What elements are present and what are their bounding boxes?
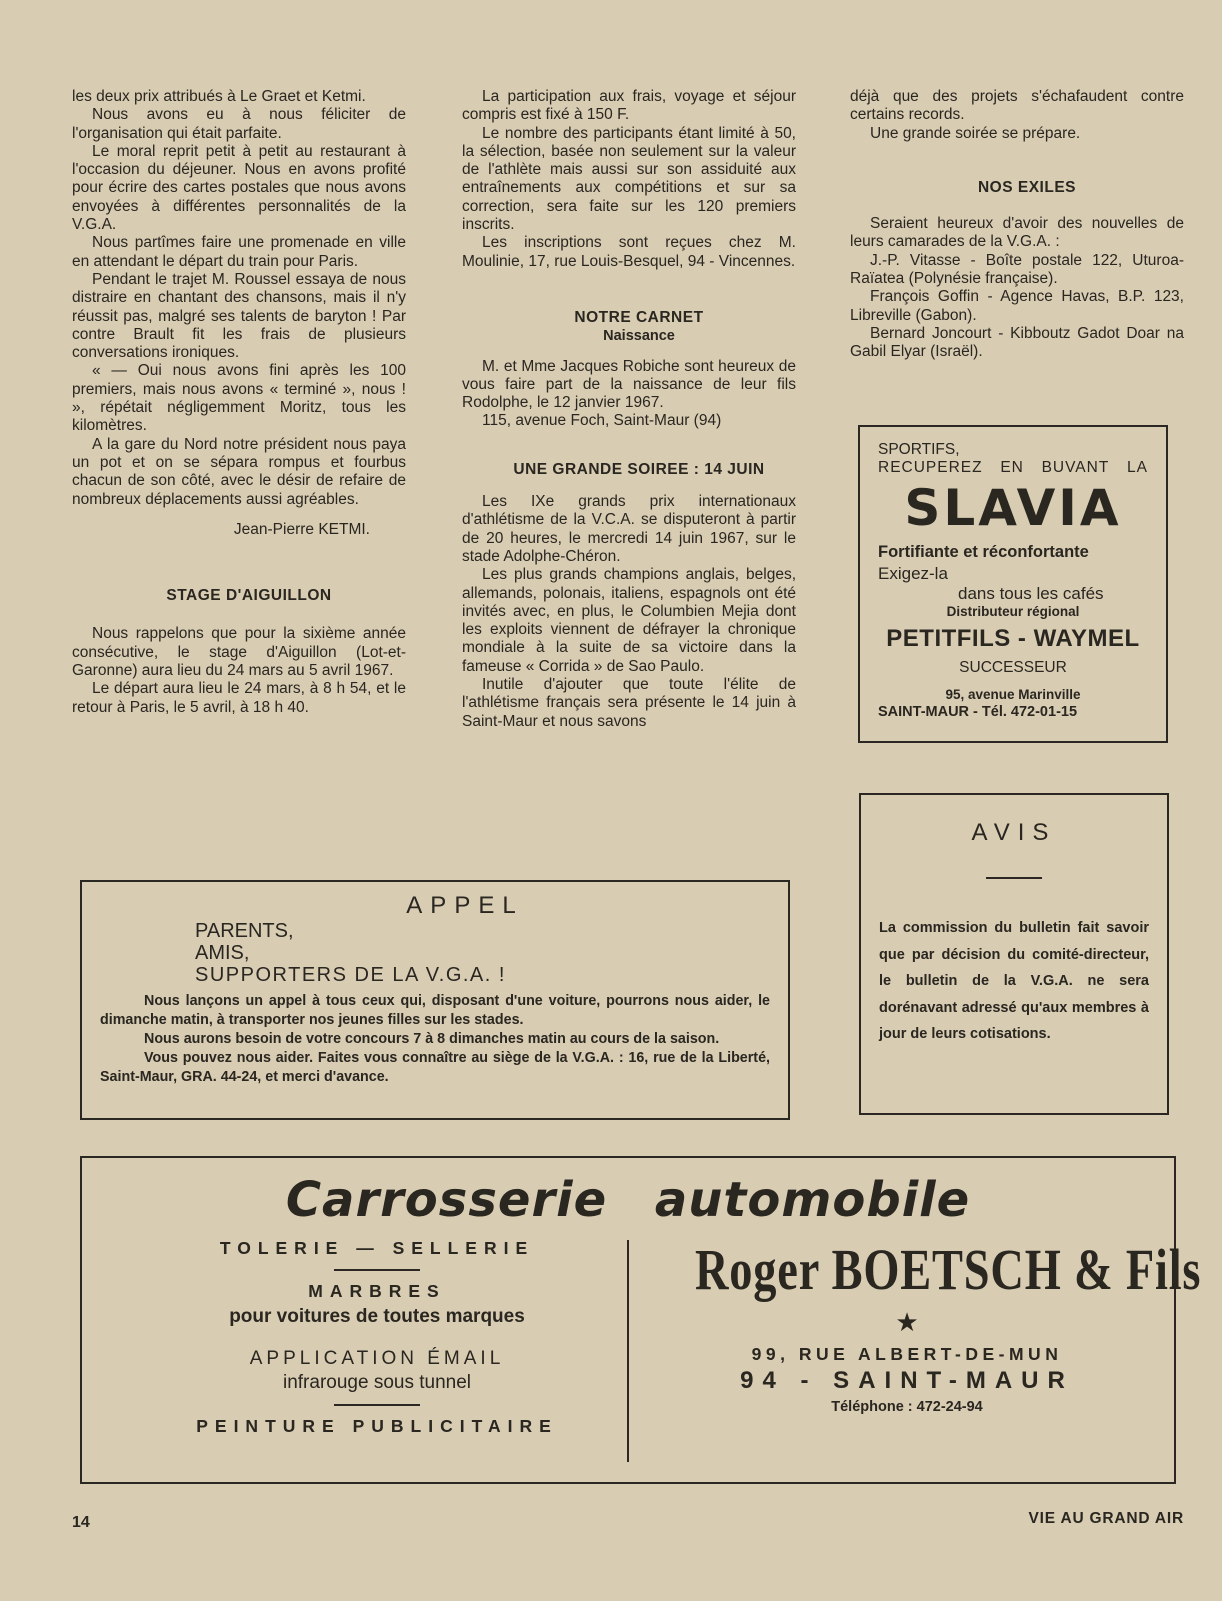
paragraph: Le nombre des participants étant limité à 50, la sélection, basée non seulement sur la valeur de l'athlète mais aussi sur son assiduité aux entraînements aux compétitions et sur sa correction, sera faite sur les 120 premiers inscrits. (462, 124, 796, 234)
ad-line: SUCCESSEUR (959, 659, 1067, 676)
carrosserie-advertisement (80, 1156, 1202, 1484)
page-number: 14 (72, 1514, 90, 1531)
vertical-divider (627, 1240, 629, 1462)
ad-word: RECUPEREZ (878, 459, 983, 476)
avis-text: La commission du bulletin fait savoir que par décision du comité-directeur, le bulletin de la V.G.A. ne sera dorénavant adressé qu'aux membres à jour de leurs cotisations. (879, 920, 1149, 1042)
section-subheading-naissance: Naissance (603, 328, 675, 345)
appel-paragraph: Nous aurons besoin de votre concours 7 à 8 dimanches matin au cours de la saison. (144, 1031, 720, 1047)
ad-line: Exigez-la (878, 564, 948, 583)
appel-line: PARENTS, (195, 920, 294, 942)
company-phone: Téléphone : 472-24-94 (831, 1399, 983, 1415)
paragraph: les deux prix attribués à Le Graet et Ketmi. (72, 88, 366, 105)
service-line: infrarouge sous tunnel (282, 1372, 471, 1393)
divider (986, 877, 1042, 879)
appel-title: APPEL (406, 892, 524, 919)
appel-line: AMIS, (195, 942, 250, 964)
paragraph: Nous partîmes faire une promenade en ville en attendant le départ du train pour Paris. (72, 234, 406, 270)
slavia-brand-logo: SLAVIA (904, 479, 1122, 537)
service-line: APPLICATION ÉMAIL (249, 1348, 505, 1369)
section-heading-soiree: UNE GRANDE SOIREE : 14 JUIN (513, 460, 765, 478)
service-line: TOLERIE — SELLERIE (219, 1238, 535, 1258)
company-address: 99, RUE ALBERT-DE-MUN (751, 1344, 1063, 1364)
article-column-1 (72, 88, 406, 717)
article-column-2 (462, 88, 796, 731)
ad-line: SPORTIFS, (878, 441, 960, 458)
appel-notice (80, 880, 790, 1120)
ad-word: LA (1127, 459, 1148, 476)
ad-word: EN (1000, 459, 1024, 476)
slavia-advertisement (858, 425, 1168, 743)
avis-title: AVIS (971, 819, 1057, 846)
appel-line: SUPPORTERS DE LA V.G.A. ! (195, 964, 506, 986)
publication-name: VIE AU GRAND AIR (1028, 1510, 1184, 1527)
star-icon: ★ (895, 1307, 919, 1337)
paragraph: Nous avons eu à nous féliciter de l'organisation qui était parfaite. (72, 106, 406, 142)
ad-line: Fortifiante et réconfortante (878, 543, 1089, 561)
author-signature: Jean-Pierre KETMI. (233, 520, 370, 538)
paragraph: Une grande soirée se prépare. (870, 124, 1081, 142)
paragraph: Seraient heureux d'avoir des nouvelles de leurs camarades de la V.G.A. : (850, 215, 1184, 251)
paragraph: A la gare du Nord notre président nous paya un pot et on se sépara rompus et fourbus chacun de son côté, avec le désir de refaire de nombreux déplacements aussi agréables. (72, 435, 406, 508)
paragraph: M. et Mme Jacques Robiche sont heureux de vous faire part de la naissance de leur fils Rodolphe, le 12 janvier 1967. (462, 357, 796, 412)
divider (334, 1269, 420, 1271)
paragraph: La participation aux frais, voyage et séjour compris est fixé à 150 F. (462, 88, 796, 124)
company-info (642, 1236, 1202, 1415)
avis-notice (859, 793, 1169, 1115)
paragraph: « — Oui nous avons fini après les 100 premiers, mais nous avons « terminé », nous ! », répétait négligemment Moritz, tous les kilomètres. (72, 362, 406, 435)
paragraph: Le départ aura lieu le 24 mars, à 8 h 54, et le retour à Paris, le 5 avril, à 18 h 40. (72, 680, 406, 716)
section-heading-exiles: NOS EXILES (977, 178, 1077, 196)
paragraph: Bernard Joncourt - Kibboutz Gadot Doar na Gabil Elyar (Israël). (850, 324, 1184, 361)
carrosserie-title: Carrosserie automobile (285, 1172, 971, 1228)
paragraph: Inutile d'ajouter que toute l'élite de l'athlétisme français sera présente le 14 juin à Saint-Maur et nous savons (462, 676, 796, 730)
distributor-name: PETITFILS - WAYMEL (886, 625, 1140, 652)
section-heading-carnet: NOTRE CARNET (574, 308, 704, 326)
paragraph: Les inscriptions sont reçues chez M. Moulinie, 17, rue Louis-Besquel, 94 - Vincennes. (462, 234, 796, 270)
ad-word: BUVANT (1041, 459, 1110, 476)
paragraph: François Goffin - Agence Havas, B.P. 123, Libreville (Gabon). (850, 288, 1184, 324)
service-line: PEINTURE PUBLICITAIRE (196, 1416, 558, 1436)
ad-line: dans tous les cafés (958, 584, 1104, 603)
paragraph: déjà que des projets s'échafaudent contre certains records. (850, 88, 1184, 124)
paragraph: Pendant le trajet M. Roussel essaya de nous distraire en chantant des chansons, mais il n'y réussit pas, malgré ses talents de baryton ! Par contre Brault fit les frais de plusieurs conversations ironiques. (72, 270, 406, 362)
paragraph: J.-P. Vitasse - Boîte postale 122, Uturoa-Raïatea (Polynésie française). (850, 251, 1184, 288)
paragraph: Les plus grands champions anglais, belges, allemands, polonais, italiens, espagnols ont été invités avec, en plus, le Columbien Mejia dont les exploits viennent de défrayer la chronique mondiale à la suite de sa victoire dans la fameuse « Corrida » de Sao Paulo. (462, 566, 796, 675)
ad-line (878, 459, 1148, 477)
service-line: MARBRES (308, 1281, 446, 1301)
article-column-3 (850, 88, 1184, 362)
ad-line: Distributeur régional (946, 604, 1080, 619)
ad-contact: SAINT-MAUR - Tél. 472-01-15 (878, 704, 1078, 720)
paragraph: Le moral reprit petit à petit au restaurant à l'occasion du déjeuner. Nous en avons profité pour écrire des cartes postales que nous avons envoyées à différentes personnalités de la V.G.A. (72, 142, 406, 234)
paragraph: 115, avenue Foch, Saint-Maur (94) (482, 412, 722, 430)
paragraph: Les IXe grands prix internationaux d'athlétisme de la V.C.A. se disputeront à partir de 20 heures, le mercredi 14 juin 1967, sur le stade Adolphe-Chéron. (462, 493, 796, 565)
section-heading-stage: STAGE D'AIGUILLON (166, 587, 332, 605)
services-list (122, 1238, 632, 1437)
paragraph: Nous rappelons que pour la sixième année consécutive, le stage d'Aiguillon (Lot-et-Garonne) aura lieu du 24 mars au 5 avril 1967. (72, 625, 406, 680)
appel-paragraph: Nous lançons un appel à tous ceux qui, disposant d'une voiture, pourrons nous aider, le dimanche matin, à transporter nos jeunes filles sur les stades. (100, 993, 770, 1028)
appel-paragraph: Vous pouvez nous aider. Faites vous connaître au siège de la V.G.A. : 16, rue de la Liberté, Saint-Maur, GRA. 44-24, et merci d'avance. (100, 1050, 770, 1085)
ad-address: 95, avenue Marinville (945, 687, 1081, 702)
service-line: pour voitures de toutes marques (229, 1306, 525, 1327)
company-name: Roger BOETSCH & Fils (695, 1237, 1202, 1302)
divider (334, 1404, 420, 1406)
company-city: 94 - SAINT-MAUR (740, 1367, 1074, 1394)
